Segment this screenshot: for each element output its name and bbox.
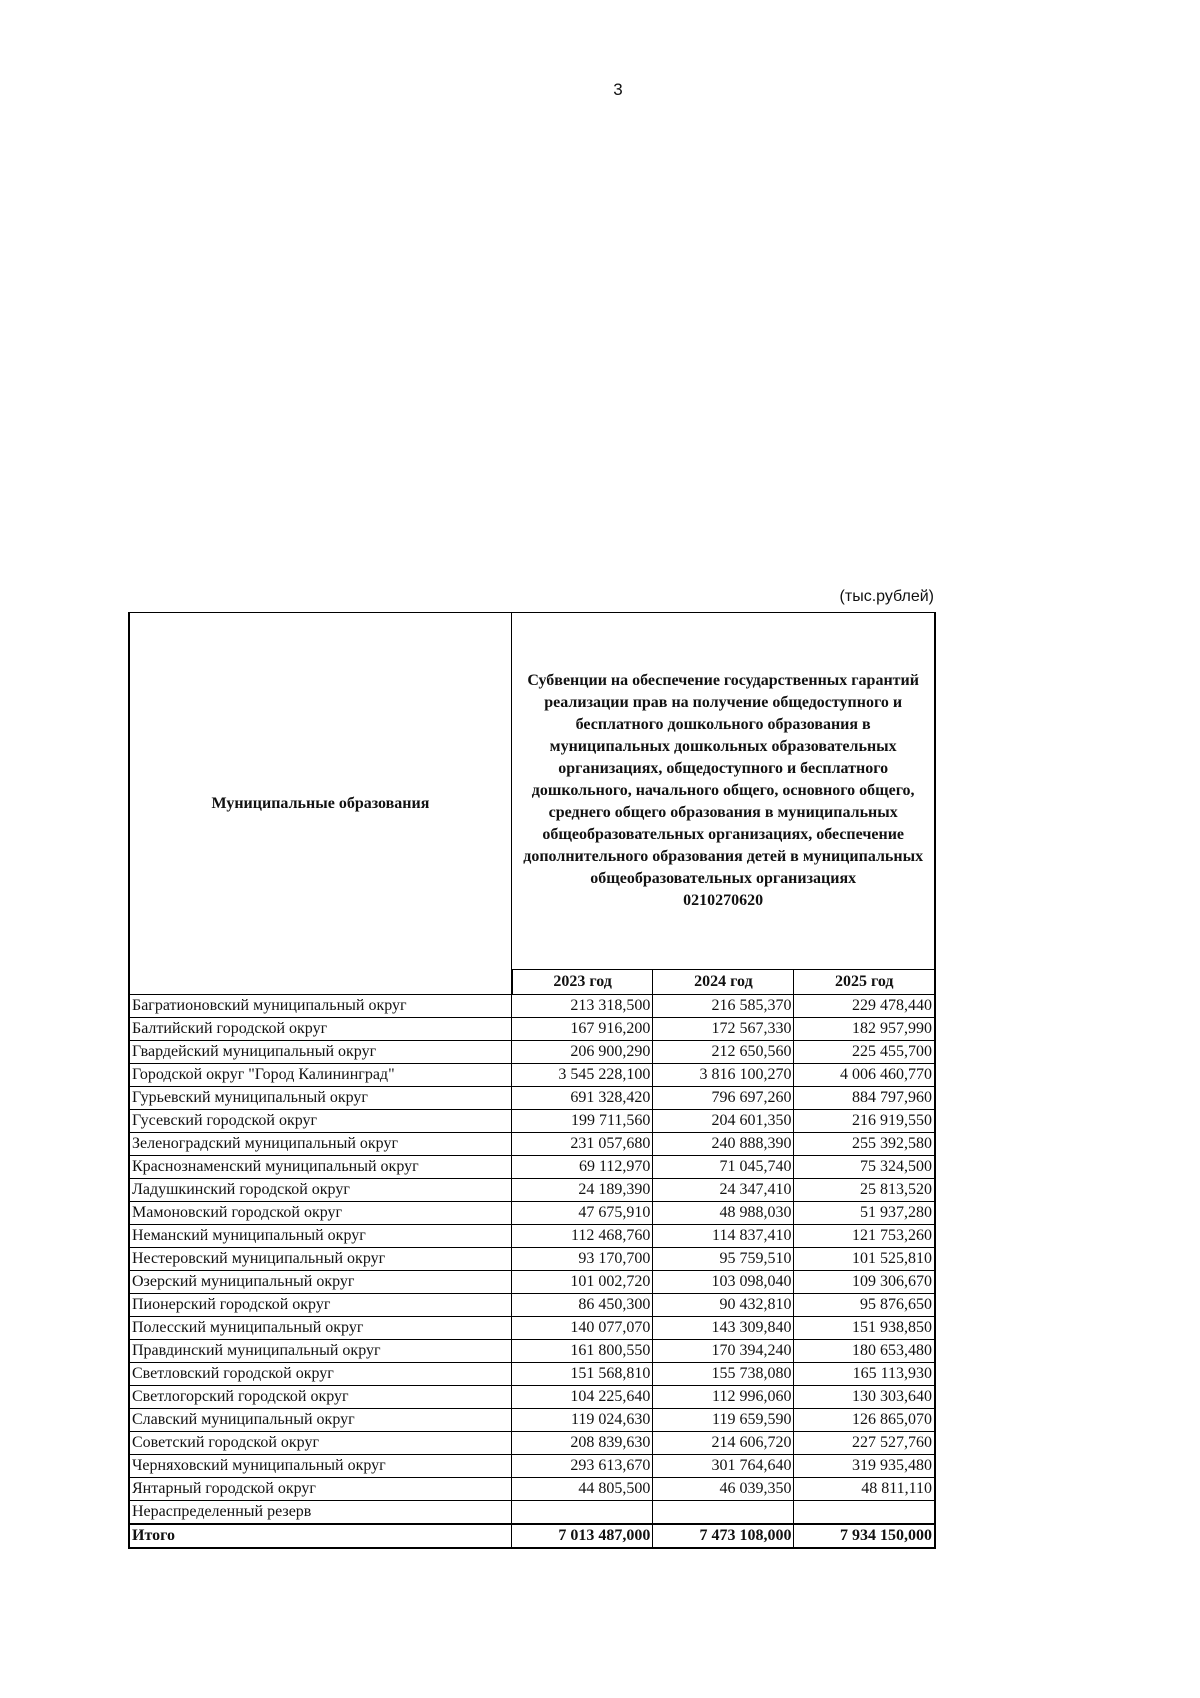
amount-cell: 796 697,260	[653, 1087, 794, 1110]
year-header: 2025 год	[794, 970, 935, 995]
amount-cell: 75 324,500	[794, 1156, 935, 1179]
amount-cell: 130 303,640	[794, 1386, 935, 1409]
amount-cell: 44 805,500	[512, 1478, 653, 1501]
amount-cell: 46 039,350	[653, 1478, 794, 1501]
amount-cell: 216 585,370	[653, 995, 794, 1018]
amount-cell: 101 525,810	[794, 1248, 935, 1271]
municipality-column-header: Муниципальные образования	[129, 613, 512, 995]
table-row	[129, 1363, 935, 1386]
table-header	[129, 613, 935, 970]
municipality-name: Полесский муниципальный округ	[129, 1317, 512, 1340]
amount-cell: 227 527,760	[794, 1432, 935, 1455]
amount-cell: 104 225,640	[512, 1386, 653, 1409]
amount-cell: 47 675,910	[512, 1202, 653, 1225]
subsidy-column-header	[512, 613, 935, 970]
amount-cell: 204 601,350	[653, 1110, 794, 1133]
table-body	[129, 995, 935, 1549]
municipality-name: Гурьевский муниципальный округ	[129, 1087, 512, 1110]
total-value: 7 934 150,000	[794, 1524, 935, 1548]
table-row	[129, 1133, 935, 1156]
amount-cell: 240 888,390	[653, 1133, 794, 1156]
total-value: 7 473 108,000	[653, 1524, 794, 1548]
amount-cell: 4 006 460,770	[794, 1064, 935, 1087]
total-label: Итого	[129, 1524, 512, 1548]
municipality-name: Городской округ "Город Калининград"	[129, 1064, 512, 1087]
amount-cell: 114 837,410	[653, 1225, 794, 1248]
units-label: (тыс.рублей)	[839, 588, 934, 605]
amount-cell: 24 347,410	[653, 1179, 794, 1202]
table-row	[129, 1041, 935, 1064]
amount-cell: 119 659,590	[653, 1409, 794, 1432]
amount-cell: 121 753,260	[794, 1225, 935, 1248]
amount-cell: 182 957,990	[794, 1018, 935, 1041]
amount-cell: 93 170,700	[512, 1248, 653, 1271]
table-row	[129, 1110, 935, 1133]
table-row	[129, 1317, 935, 1340]
municipality-name: Озерский муниципальный округ	[129, 1271, 512, 1294]
amount-cell: 101 002,720	[512, 1271, 653, 1294]
municipality-name: Неманский муниципальный округ	[129, 1225, 512, 1248]
amount-cell: 103 098,040	[653, 1271, 794, 1294]
amount-cell: 884 797,960	[794, 1087, 935, 1110]
amount-cell: 225 455,700	[794, 1041, 935, 1064]
table-row	[129, 1386, 935, 1409]
page-number: 3	[613, 80, 623, 99]
table-row	[129, 1087, 935, 1110]
amount-cell: 212 650,560	[653, 1041, 794, 1064]
amount-cell: 25 813,520	[794, 1179, 935, 1202]
table-row	[129, 1340, 935, 1363]
subsidy-table	[128, 612, 936, 1549]
amount-cell: 155 738,080	[653, 1363, 794, 1386]
table-row	[129, 1064, 935, 1087]
amount-cell: 167 916,200	[512, 1018, 653, 1041]
municipality-name: Правдинский муниципальный округ	[129, 1340, 512, 1363]
amount-cell: 255 392,580	[794, 1133, 935, 1156]
amount-cell: 301 764,640	[653, 1455, 794, 1478]
amount-cell: 161 800,550	[512, 1340, 653, 1363]
amount-cell: 119 024,630	[512, 1409, 653, 1432]
subsidy-title: Субвенции на обеспечение государственных гарантий реализации прав на получение общедоступного и бесплатного дошкольного образования в муниципальных дошкольных образовательных организациях, общедоступного и бесплатного дошкольного, начального общего, основного общего, среднего общего образования в муниципальных общеобразовательных организациях, обеспечение дополнительного образования детей в муниципальных общеобразовательных организациях	[523, 672, 924, 887]
amount-cell: 24 189,390	[512, 1179, 653, 1202]
table-row	[129, 1294, 935, 1317]
table-row	[129, 1455, 935, 1478]
municipality-name: Мамоновский городской округ	[129, 1202, 512, 1225]
municipality-name: Гусевский городской округ	[129, 1110, 512, 1133]
table-row	[129, 1018, 935, 1041]
amount-cell: 112 468,760	[512, 1225, 653, 1248]
amount-cell: 180 653,480	[794, 1340, 935, 1363]
municipality-name: Пионерский городской округ	[129, 1294, 512, 1317]
amount-cell: 208 839,630	[512, 1432, 653, 1455]
municipality-name: Краснознаменский муниципальный округ	[129, 1156, 512, 1179]
amount-cell: 172 567,330	[653, 1018, 794, 1041]
municipality-name: Янтарный городской округ	[129, 1478, 512, 1501]
municipality-name: Зеленоградский муниципальный округ	[129, 1133, 512, 1156]
table-row	[129, 1248, 935, 1271]
amount-cell: 48 811,110	[794, 1478, 935, 1501]
subsidy-code: 0210270620	[683, 892, 764, 909]
municipality-name: Багратионовский муниципальный округ	[129, 995, 512, 1018]
amount-cell: 90 432,810	[653, 1294, 794, 1317]
amount-cell: 165 113,930	[794, 1363, 935, 1386]
municipality-name: Гвардейский муниципальный округ	[129, 1041, 512, 1064]
amount-cell	[512, 1501, 653, 1525]
municipality-name: Нераспределенный резерв	[129, 1501, 512, 1525]
amount-cell: 231 057,680	[512, 1133, 653, 1156]
amount-cell: 69 112,970	[512, 1156, 653, 1179]
municipality-name: Нестеровский муниципальный округ	[129, 1248, 512, 1271]
total-value: 7 013 487,000	[512, 1524, 653, 1548]
municipality-name: Советский городской округ	[129, 1432, 512, 1455]
table-row	[129, 1179, 935, 1202]
amount-cell: 86 450,300	[512, 1294, 653, 1317]
table-row	[129, 1501, 935, 1525]
amount-cell: 140 077,070	[512, 1317, 653, 1340]
table-row	[129, 1202, 935, 1225]
amount-cell: 48 988,030	[653, 1202, 794, 1225]
amount-cell: 170 394,240	[653, 1340, 794, 1363]
municipality-name: Светлогорский городской округ	[129, 1386, 512, 1409]
amount-cell: 213 318,500	[512, 995, 653, 1018]
amount-cell: 143 309,840	[653, 1317, 794, 1340]
amount-cell: 229 478,440	[794, 995, 935, 1018]
table-row	[129, 1432, 935, 1455]
amount-cell: 126 865,070	[794, 1409, 935, 1432]
amount-cell: 199 711,560	[512, 1110, 653, 1133]
table-row	[129, 1478, 935, 1501]
amount-cell: 206 900,290	[512, 1041, 653, 1064]
year-header: 2023 год	[512, 970, 653, 995]
amount-cell: 95 876,650	[794, 1294, 935, 1317]
amount-cell: 691 328,420	[512, 1087, 653, 1110]
municipality-name: Черняховский муниципальный округ	[129, 1455, 512, 1478]
amount-cell: 71 045,740	[653, 1156, 794, 1179]
amount-cell: 319 935,480	[794, 1455, 935, 1478]
municipality-name: Славский муниципальный округ	[129, 1409, 512, 1432]
amount-cell: 51 937,280	[794, 1202, 935, 1225]
amount-cell: 109 306,670	[794, 1271, 935, 1294]
amount-cell: 3 816 100,270	[653, 1064, 794, 1087]
municipality-name: Балтийский городской округ	[129, 1018, 512, 1041]
table-row	[129, 1156, 935, 1179]
amount-cell: 151 568,810	[512, 1363, 653, 1386]
amount-cell	[794, 1501, 935, 1525]
table-row	[129, 995, 935, 1018]
amount-cell: 216 919,550	[794, 1110, 935, 1133]
amount-cell: 95 759,510	[653, 1248, 794, 1271]
total-row	[129, 1524, 935, 1548]
municipality-name: Светловский городской округ	[129, 1363, 512, 1386]
amount-cell: 112 996,060	[653, 1386, 794, 1409]
table-row	[129, 1409, 935, 1432]
amount-cell	[653, 1501, 794, 1525]
year-header: 2024 год	[653, 970, 794, 995]
amount-cell: 293 613,670	[512, 1455, 653, 1478]
amount-cell: 151 938,850	[794, 1317, 935, 1340]
table-row	[129, 1225, 935, 1248]
amount-cell: 3 545 228,100	[512, 1064, 653, 1087]
table-row	[129, 1271, 935, 1294]
amount-cell: 214 606,720	[653, 1432, 794, 1455]
municipality-name: Ладушкинский городской округ	[129, 1179, 512, 1202]
